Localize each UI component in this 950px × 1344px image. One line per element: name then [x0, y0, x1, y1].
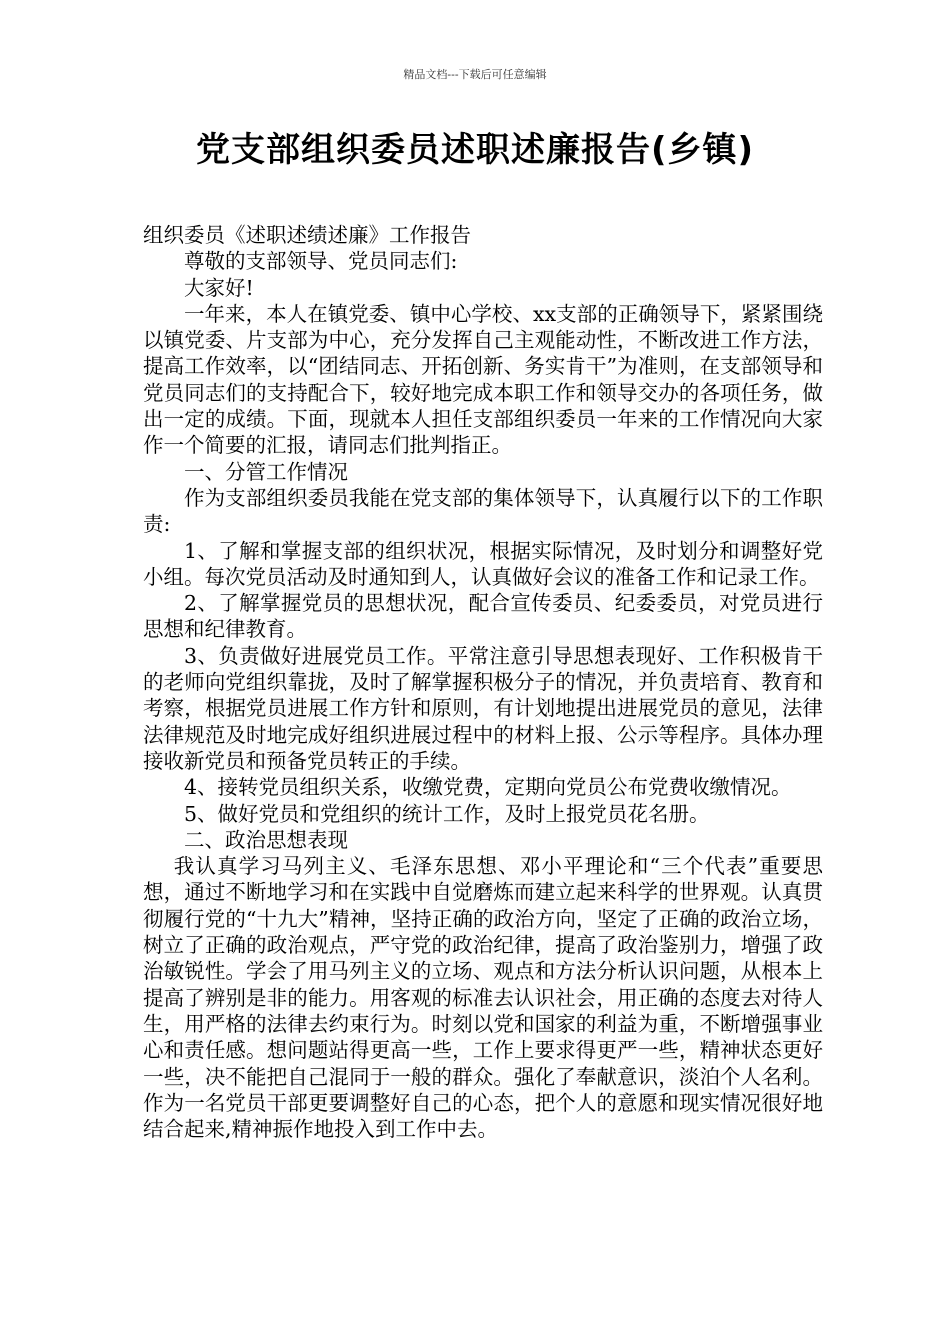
- duty-item-1: 1、了解和掌握支部的组织状况，根据实际情况，及时划分和调整好党小组。每次党员活动及时通知到人，认真做好会议的准备工作和记录工作。: [143, 538, 823, 589]
- section-heading-1: 一、分管工作情况: [184, 459, 348, 484]
- greeting: 大家好!: [184, 275, 254, 300]
- document-body: [143, 222, 823, 1142]
- header-note: 精品文档---下载后可任意编辑: [403, 68, 547, 81]
- duty-item-4: 4、接转党员组织关系，收缴党费，定期向党员公布党费收缴情况。: [184, 775, 792, 800]
- political-paragraph: 我认真学习马列主义、毛泽东思想、邓小平理论和“三个代表”重要思想，通过不断地学习和在实践中自觉磨炼而建立起来科学的世界观。认真贯彻履行党的“十九大”精神，坚持正确的政治方向，坚定了正确的政治立场，树立了正确的政治观点，严守党的政治纪律，提高了政治鉴别力，增强了政治敏锐性。学会了用马列主义的立场、观点和方法分析认识问题，从根本上提高了辨别是非的能力。用客观的标准去认识社会，用正确的态度去对待人生，用严格的法律去约束行为。时刻以党和国家的利益为重，不断增强事业心和责任感。想问题站得更高一些，工作上要求得更严一些，精神状态更好一些，决不能把自己混同于一般的群众。强化了奉献意识，淡泊个人名利。作为一名党员干部更要调整好自己的心态，把个人的意愿和现实情况很好地结合起来,精神振作地投入到工作中去。: [143, 854, 823, 1142]
- duty-item-3: 3、负责做好进展党员工作。平常注意引导思想表现好、工作积极肯干的老师向党组织靠拢，及时了解掌握积极分子的情况，并负责培育、教育和考察，根据党员进展工作方针和原则，有计划地提出进展党员的意见，法律法律规范及时地完成好组织进展过程中的材料上报、公示等程序。具体办理接收新党员和预备党员转正的手续。: [143, 643, 823, 773]
- duty-item-5: 5、做好党员和党组织的统计工作，及时上报党员花名册。: [184, 801, 710, 826]
- duty-item-2: 2、了解掌握党员的思想状况，配合宣传委员、纪委委员，对党员进行思想和纪律教育。: [143, 591, 823, 642]
- paragraph-duties-intro: 作为支部组织委员我能在党支部的集体领导下，认真履行以下的工作职责:: [143, 485, 823, 537]
- report-subtitle: 组织委员《述职述绩述廉》工作报告: [143, 223, 471, 247]
- salutation: 尊敬的支部领导、党员同志们:: [184, 249, 458, 274]
- section-heading-2: 二、政治思想表现: [184, 827, 348, 852]
- intro-paragraph: 一年来，本人在镇党委、镇中心学校、xx支部的正确领导下，紧紧围绕以镇党委、片支部为中心，充分发挥自己主观能动性，不断改进工作方法，提高工作效率，以“团结同志、开拓创新、务实肯干”为准则，在支部领导和党员同志们的支持配合下，较好地完成本职工作和领导交办的各项任务，做出一定的成绩。下面，现就本人担任支部组织委员一年来的工作情况向大家作一个简要的汇报，请同志们批判指正。: [143, 301, 823, 458]
- document-title: 党支部组织委员述职述廉报告(乡镇): [195, 130, 755, 170]
